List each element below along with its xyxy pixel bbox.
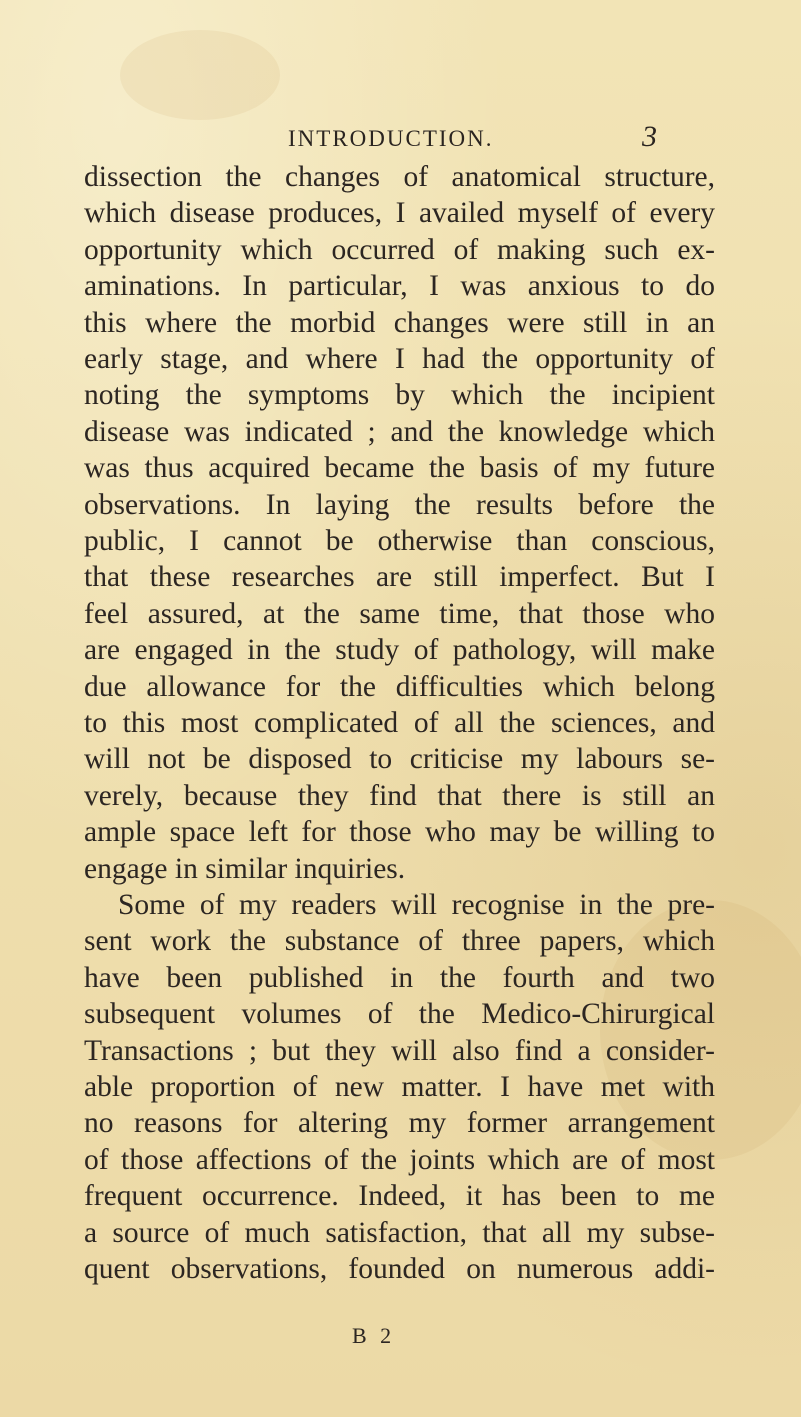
text-line: verely, because they find that there is still an	[84, 779, 715, 812]
text-line: dissection the changes of anatomical structure,	[84, 161, 715, 193]
running-head	[0, 120, 801, 160]
text-line: opportunity which occurred of making such ex-	[84, 233, 715, 266]
text-line: Transactions ; but they will also find a consider-	[84, 1034, 715, 1067]
text-line: this where the morbid changes were still in an	[84, 306, 715, 339]
text-line: disease was indicated ; and the knowledge which	[84, 415, 715, 448]
text-line: a source of much satisfaction, that all my subse-	[84, 1216, 715, 1249]
text-line: noting the symptoms by which the incipient	[84, 379, 715, 412]
text-line: able proportion of new matter. I have met with	[84, 1071, 715, 1103]
text-line: subsequent volumes of the Medico-Chirurgical	[84, 998, 715, 1031]
page-number: 3	[642, 120, 657, 153]
text-line: no reasons for altering my former arrangement	[84, 1107, 715, 1140]
text-line: engage in similar inquiries.	[84, 852, 406, 885]
text-line: public, I cannot be otherwise than conscious,	[84, 525, 715, 557]
text-line: are engaged in the study of pathology, will make	[84, 634, 715, 667]
text-line: that these researches are still imperfect. But I	[84, 561, 715, 594]
text-line: of those affections of the joints which are of most	[84, 1143, 715, 1176]
text-line: due allowance for the difficulties which belong	[84, 670, 715, 703]
text-line: aminations. In particular, I was anxious to do	[84, 270, 715, 303]
text-line: to this most complicated of all the sciences, and	[84, 707, 715, 739]
text-line: frequent occurrence. Indeed, it has been to me	[84, 1180, 715, 1213]
text-line: will not be disposed to criticise my labours se-	[84, 743, 715, 776]
text-line: which disease produces, I availed myself of every	[84, 197, 715, 230]
text-line: early stage, and where I had the opportunity of	[84, 343, 715, 375]
text-line: have been published in the fourth and two	[84, 961, 715, 994]
text-line: feel assured, at the same time, that those who	[84, 597, 715, 630]
text-line: was thus acquired became the basis of my future	[84, 452, 715, 485]
text-line: sent work the substance of three papers, which	[84, 925, 715, 958]
text-line: ample space left for those who may be willing to	[84, 816, 715, 849]
paper-stain	[120, 30, 280, 120]
text-line: Some of my readers will recognise in the pre-	[118, 889, 715, 921]
text-line: observations. In laying the results before the	[84, 488, 715, 521]
signature-mark: B 2	[352, 1323, 396, 1348]
running-head-title: INTRODUCTION.	[288, 126, 494, 151]
text-line: quent observations, founded on numerous addi-	[84, 1253, 715, 1285]
